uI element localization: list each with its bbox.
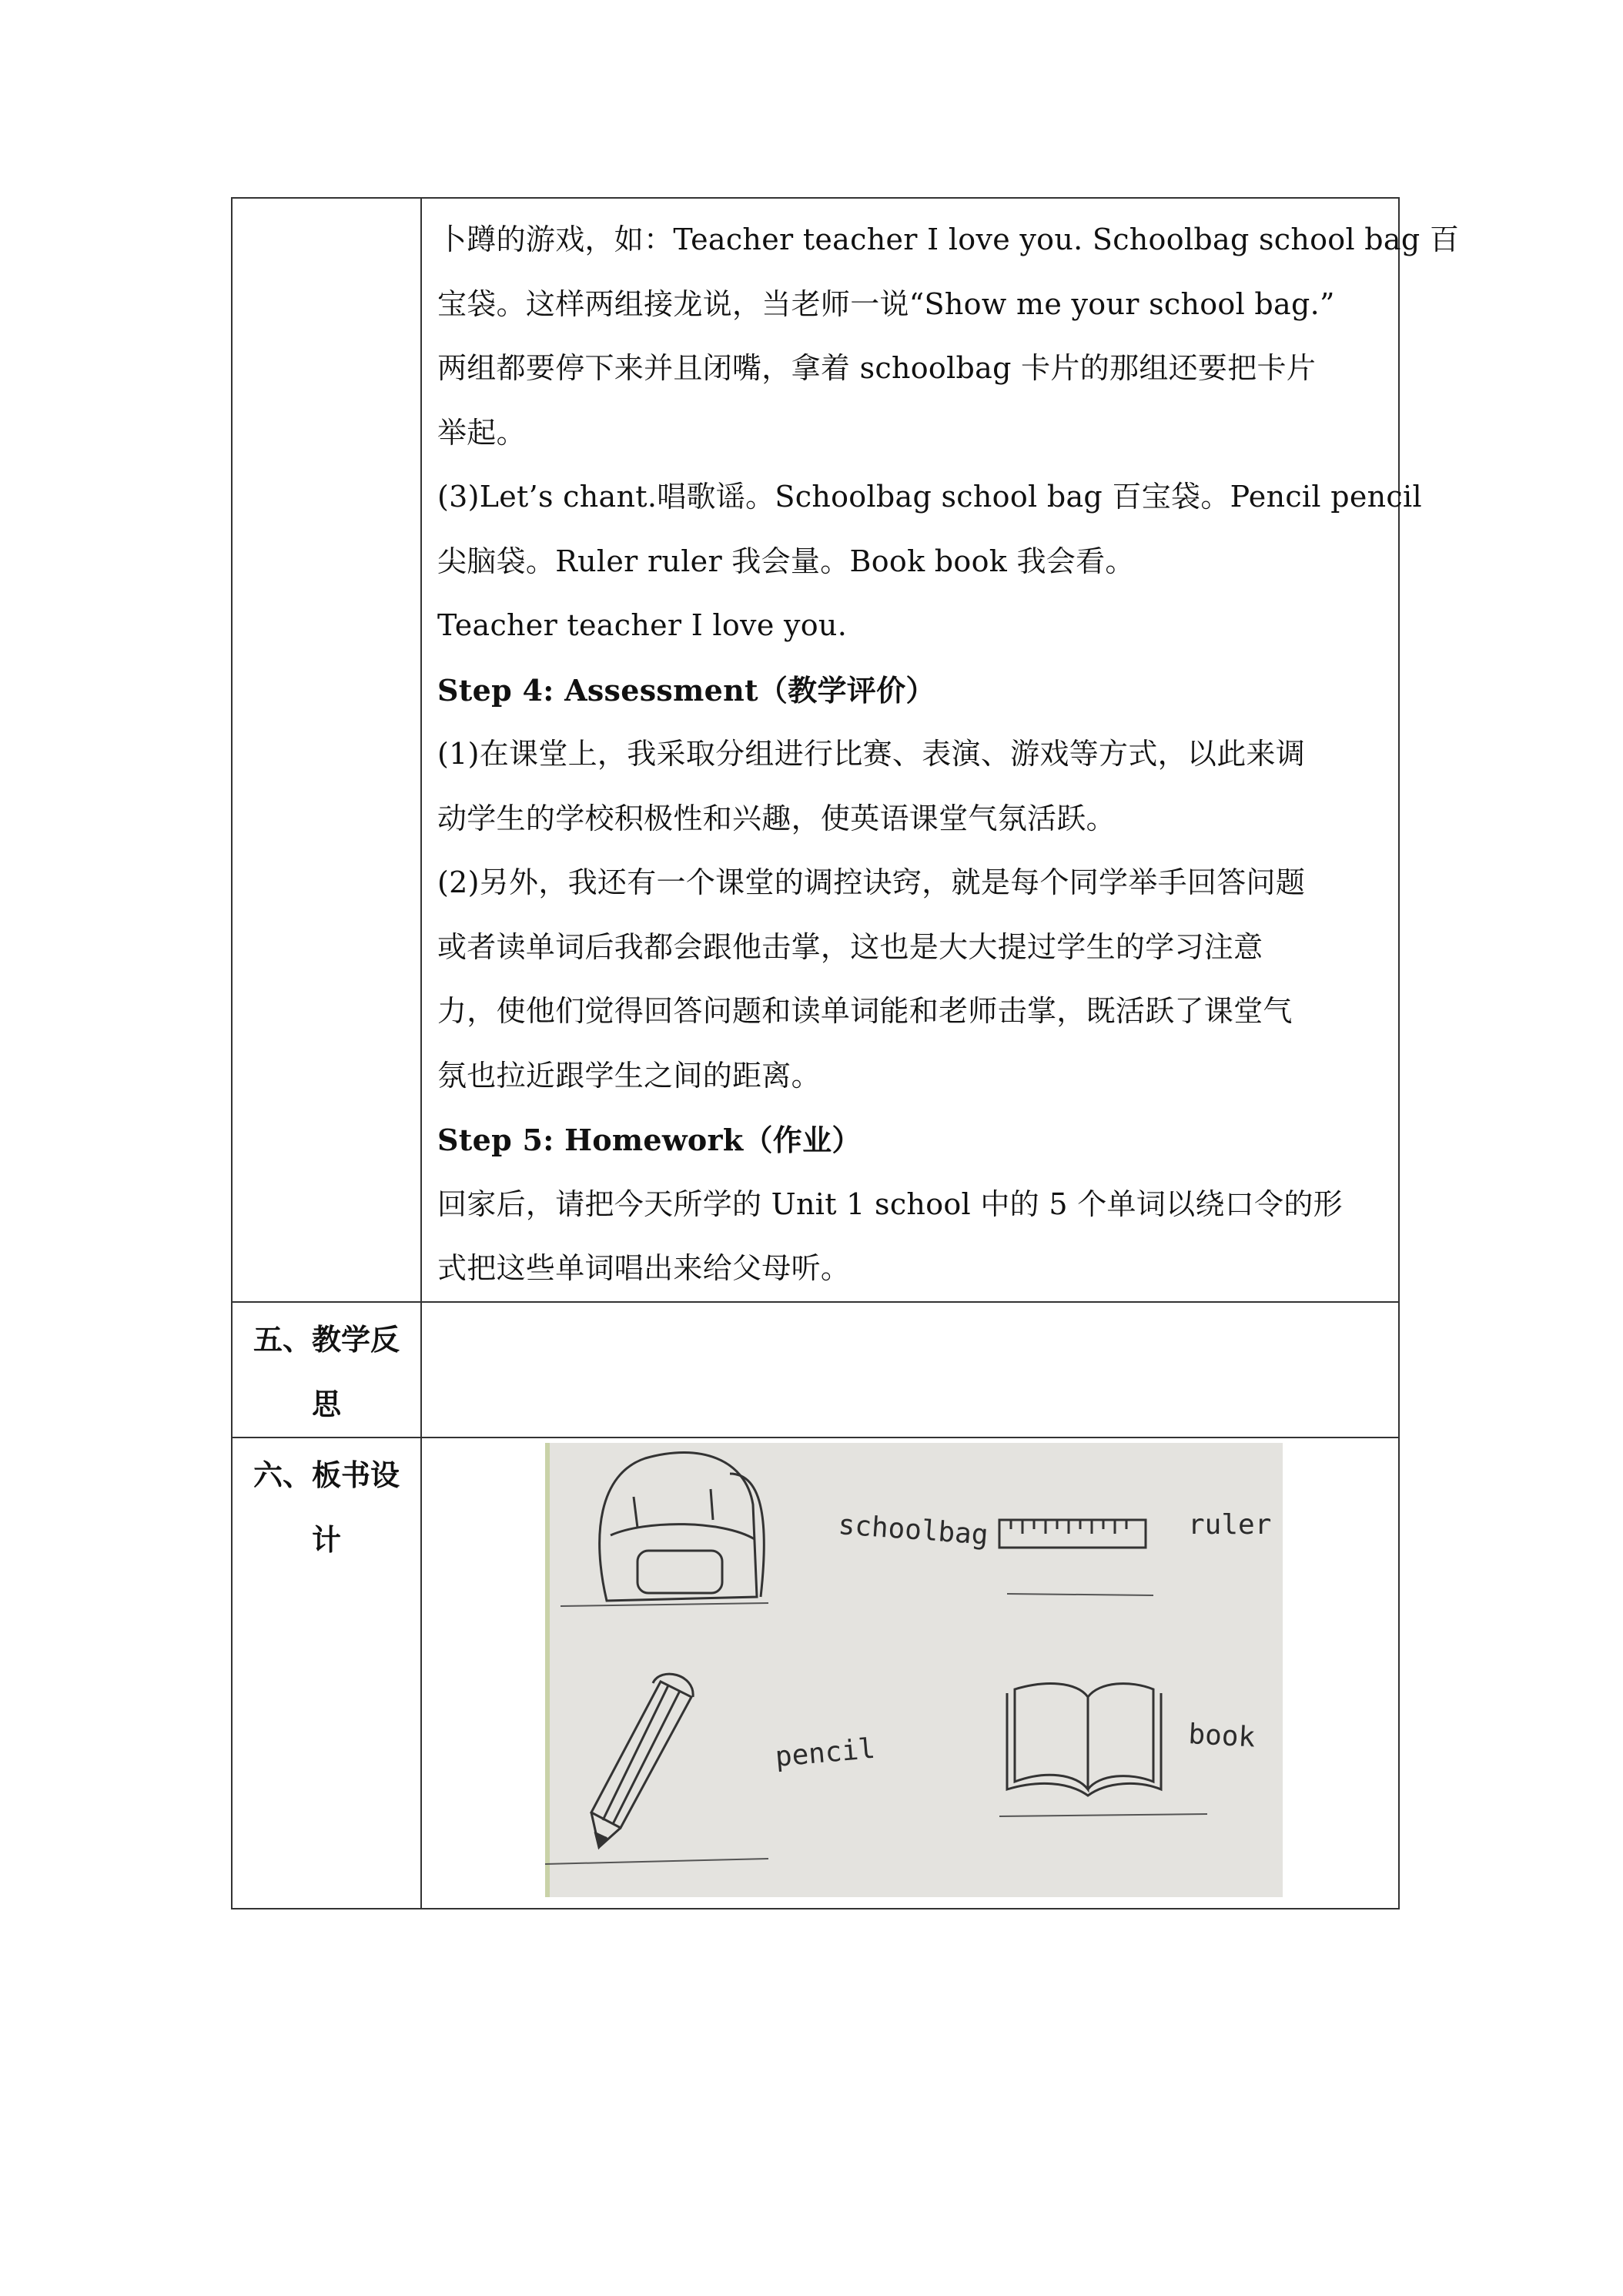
paragraph-line: 氛也拉近跟学生之间的距离。 bbox=[437, 1058, 821, 1093]
board-drawing bbox=[545, 1443, 1283, 1897]
paragraph-line: (2)另外，我还有一个课堂的调控诀窍，就是每个同学举手回答问题 bbox=[437, 865, 1306, 899]
paragraph-line: 卜蹲的游戏，如：Teacher teacher I love you. Schoolbag school bag 百 bbox=[437, 223, 1460, 256]
paragraph-line: (1)在课堂上，我采取分组进行比赛、表演、游戏等方式，以此来调 bbox=[437, 737, 1306, 771]
paragraph-line: 尖脑袋。Ruler ruler 我会量。Book book 我会看。 bbox=[437, 544, 1135, 578]
reflection-label bbox=[233, 1303, 420, 1437]
paragraph-line: 宝袋。这样两组接龙说，当老师一说“Show me your school bag.” bbox=[437, 286, 1335, 321]
board-design-label-line1: 六、板书设 bbox=[253, 1458, 400, 1492]
word-ruler: ruler bbox=[1188, 1508, 1272, 1541]
paragraph-line: 力，使他们觉得回答问题和读单词能和老师击掌，既活跃了课堂气 bbox=[437, 994, 1293, 1028]
board-design-row bbox=[232, 1438, 1399, 1909]
paragraph-line: 两组都要停下来并且闭嘴，拿着 schoolbag 卡片的那组还要把卡片 bbox=[437, 351, 1317, 385]
reflection-content-cell bbox=[421, 1302, 1399, 1438]
board-design-label-cell bbox=[232, 1438, 421, 1909]
reflection-row bbox=[232, 1302, 1399, 1438]
teaching-process-cell bbox=[421, 198, 1460, 1302]
reflection-label-line2: 思 bbox=[311, 1387, 341, 1421]
step-heading: Step 5: Homework（作业） bbox=[437, 1123, 862, 1157]
paragraph-line: 式把这些单词唱出来给父母听。 bbox=[437, 1251, 851, 1285]
paragraph-line: 举起。 bbox=[437, 415, 526, 450]
word-schoolbag: schoolbag bbox=[837, 1508, 989, 1551]
teaching-process-row bbox=[232, 198, 1399, 1302]
empty-label-cell bbox=[232, 198, 421, 1302]
paragraph-line: (3)Let’s chant.唱歌谣。Schoolbag school bag 百宝袋。Pencil pencil bbox=[437, 480, 1422, 514]
paragraph-line: 动学生的学校积极性和兴趣，使英语课堂气氛活跃。 bbox=[437, 801, 1116, 835]
board-design-cell bbox=[421, 1438, 1399, 1909]
step-heading: Step 4: Assessment（教学评价） bbox=[437, 672, 935, 708]
board-design-label-line2: 计 bbox=[311, 1522, 341, 1557]
word-pencil: pencil bbox=[774, 1732, 877, 1773]
reflection-label-cell bbox=[232, 1302, 421, 1438]
board-design-label bbox=[233, 1438, 420, 1572]
blackboard-photo bbox=[545, 1443, 1283, 1897]
word-book: book bbox=[1187, 1718, 1257, 1754]
lesson-plan-table bbox=[231, 197, 1460, 1909]
reflection-label-line1: 五、教学反 bbox=[253, 1322, 400, 1357]
paragraph-line: 回家后，请把今天所学的 Unit 1 school 中的 5 个单词以绕口令的形 bbox=[437, 1186, 1343, 1221]
paragraph-line: Teacher teacher I love you. bbox=[437, 608, 848, 642]
paragraph-line: 或者读单词后我都会跟他击掌，这也是大大提过学生的学习注意 bbox=[437, 929, 1263, 964]
